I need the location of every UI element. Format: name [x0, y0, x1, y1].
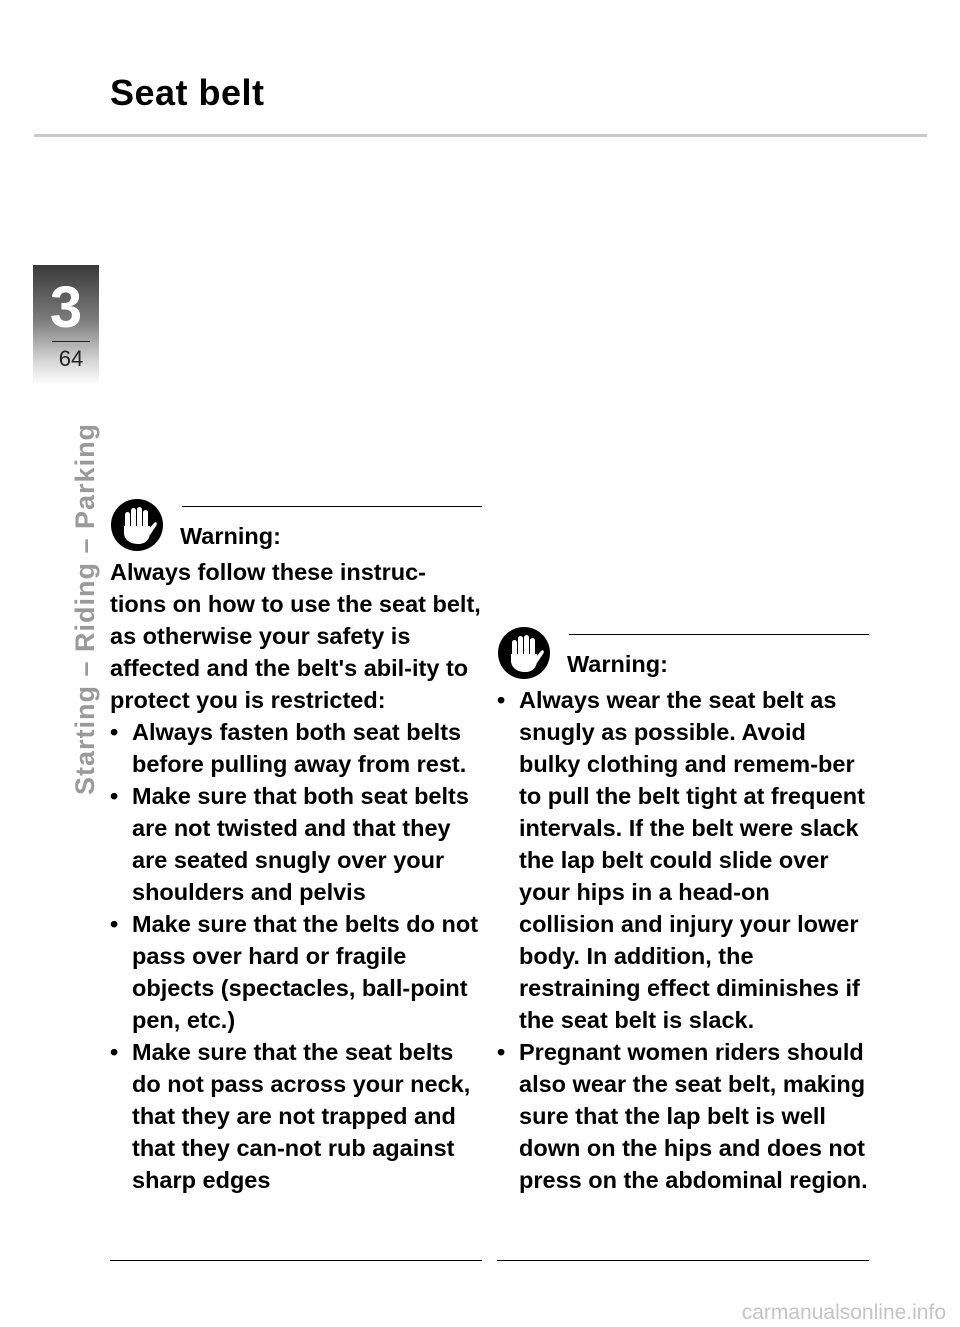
warning-bottom-rule-right [497, 1260, 869, 1261]
warning-box-left [110, 498, 482, 1196]
page-title: Seat belt [110, 72, 265, 113]
warning-label: Warning: [567, 651, 668, 677]
list-item: • Pregnant women riders should also wear the seat belt, making sure that the lap belt is well down on the hips and does not press on the abdominal region. [497, 1036, 869, 1196]
warning-box-right [497, 626, 869, 1196]
warning-rule [182, 506, 482, 507]
warning-bottom-rule-left [110, 1260, 482, 1261]
list-item: • Make sure that the seat belts do not pass across your neck, that they are not trapped and that they can-not rub against sharp edges [110, 1036, 482, 1196]
list-item: • Make sure that both seat belts are not twisted and that they are seated snugly over your shoulders and pelvis [110, 780, 482, 908]
warning-list [497, 684, 869, 1196]
warning-label: Warning: [180, 523, 281, 549]
chapter-divider [52, 341, 90, 342]
warning-header [497, 626, 869, 684]
list-item: • Always fasten both seat belts before pulling away from rest. [110, 716, 482, 780]
side-section-label: Starting – Riding – Parking [70, 422, 100, 795]
warning-rule [569, 634, 869, 635]
list-item: • Always wear the seat belt as snugly as possible. Avoid bulky clothing and remem-ber to pull the belt tight at frequent intervals. If the belt were slack the lap belt could slide over your hips in a head-on collision and injury your lower body. In addition, the restraining effect diminishes if the seat belt is slack. [497, 684, 869, 1036]
title-divider [34, 134, 927, 137]
chapter-number: 3 [49, 275, 83, 340]
watermark: carmanualsonline.info [741, 1301, 946, 1324]
hand-stop-icon [110, 498, 164, 552]
warning-intro: Always follow these instruc-tions on how to use the seat belt, as otherwise your safety is affected and the belt's abil-ity to protect you is restricted: [110, 559, 481, 713]
page-number: 64 [58, 346, 84, 371]
list-item: • Make sure that the belts do not pass over hard or fragile objects (spectacles, ball-point pen, etc.) [110, 908, 482, 1036]
hand-stop-icon [497, 626, 551, 680]
warning-list [110, 716, 482, 1196]
warning-header [110, 498, 482, 556]
